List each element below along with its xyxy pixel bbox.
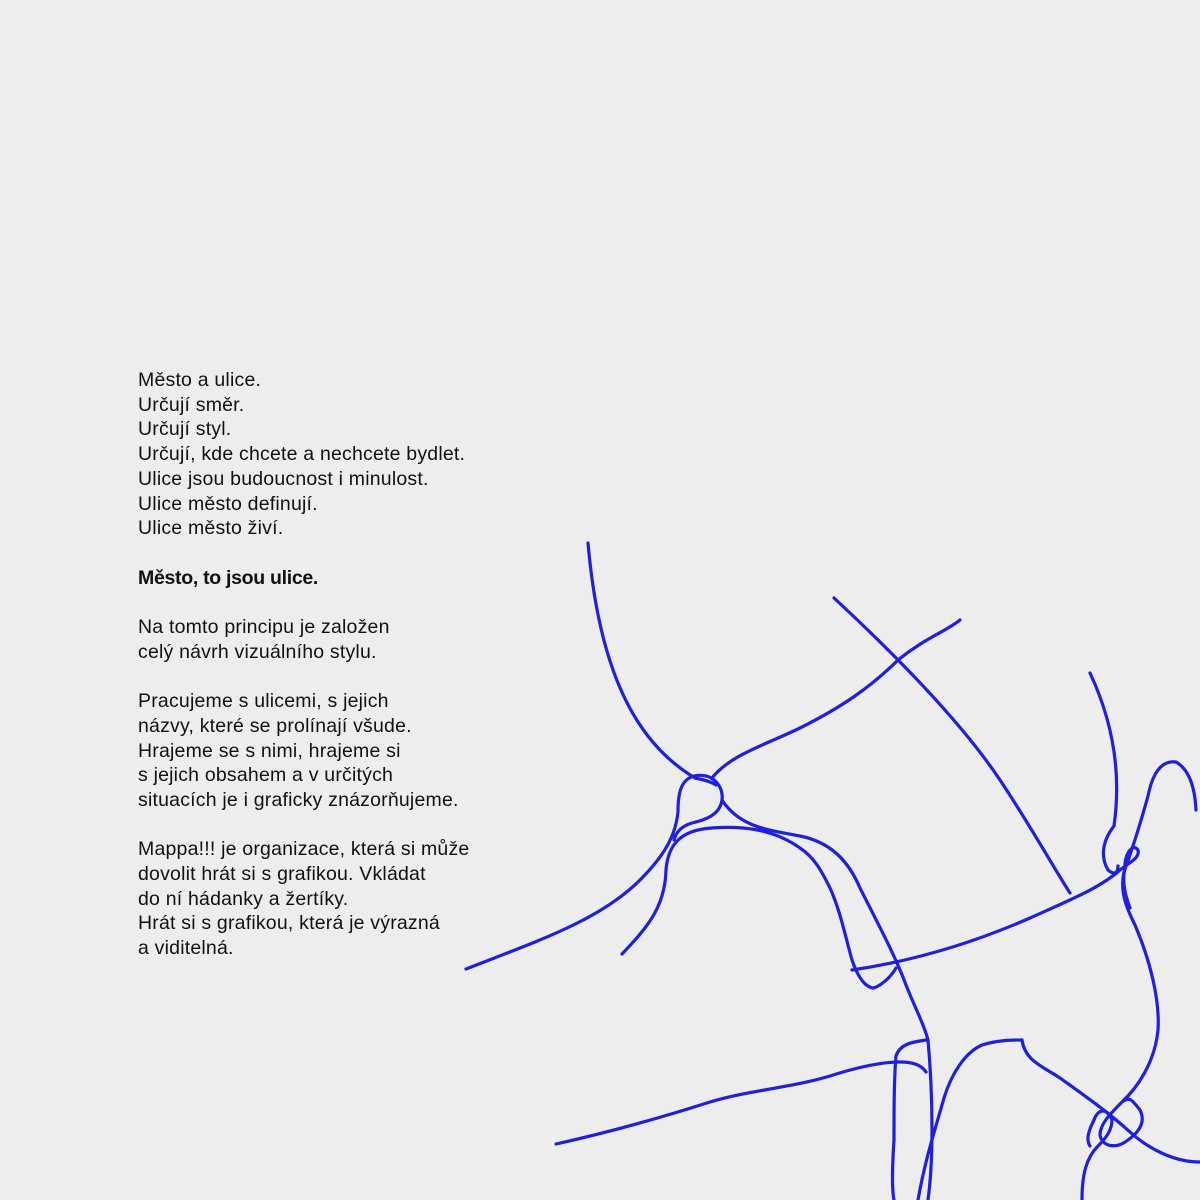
- intro-line: Určují styl.: [138, 418, 232, 441]
- principle-line: celý návrh vizuálního stylu.: [138, 640, 377, 663]
- headline: Město, to jsou ulice.: [138, 566, 319, 589]
- principle-line: Na tomto principu je založen: [138, 616, 390, 638]
- approach-line: názvy, které se prolínají všude.: [138, 714, 412, 737]
- intro-line: Určují, kde chcete a nechcete bydlet.: [138, 443, 466, 466]
- intro-line: Určují směr.: [138, 393, 245, 416]
- street-lines: [466, 543, 1200, 1200]
- street-line: [928, 1040, 932, 1200]
- approach-line: Pracujeme s ulicemi, s jejich: [138, 690, 389, 713]
- intro-line: Město a ulice.: [138, 369, 262, 391]
- intro-line: Ulice město živí.: [138, 517, 284, 540]
- mappa-line: Mappa!!! je organizace, která si může: [138, 838, 470, 861]
- approach-line: s jejich obsahem a v určitých: [138, 764, 394, 787]
- street-line: [588, 543, 716, 785]
- street-line: [852, 848, 1138, 970]
- intro-line: Ulice město definují.: [138, 492, 318, 515]
- street-line: [722, 800, 928, 1040]
- approach-line: Hrajeme se s nimi, hrajeme si: [138, 739, 401, 762]
- street-line: [918, 1040, 1022, 1200]
- street-line: [1082, 1111, 1112, 1200]
- mappa-line: do ní hádanky a žertíky.: [138, 887, 349, 910]
- street-line: [1090, 673, 1118, 873]
- mappa-line: dovolit hrát si s grafikou. Vkládat: [138, 863, 426, 885]
- street-line: [466, 775, 722, 969]
- mappa-line: a viditelná.: [138, 937, 234, 960]
- street-line: [556, 1062, 926, 1144]
- mappa-line: Hrát si s grafikou, která je výrazná: [138, 912, 440, 935]
- street-line: [834, 598, 1070, 893]
- street-line: [1022, 1040, 1200, 1162]
- intro-line: Ulice jsou budoucnost i minulost.: [138, 467, 429, 490]
- approach-line: situacích je i graficky znázorňujeme.: [138, 788, 459, 811]
- street-line: [712, 620, 960, 778]
